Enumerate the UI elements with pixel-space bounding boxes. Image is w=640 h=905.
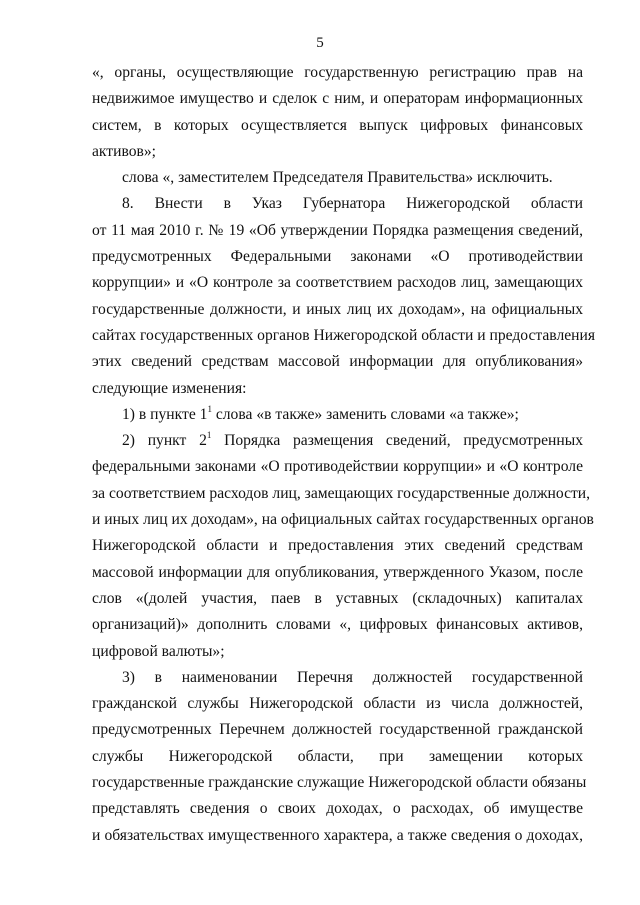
text-line: от 11 мая 2010 г. № 19 «Об утверждении Порядка размещения сведений,: [92, 221, 583, 239]
text-line: коррупции» и «О контроле за соответствием расходов лиц, замещающих: [92, 274, 583, 292]
text-line: слов «(долей участия, паев в уставных (складочных) капиталах: [92, 589, 583, 607]
text-line: систем, в которых осуществляется выпуск цифровых финансовых: [92, 116, 583, 134]
text-line: организаций)» дополнить словами «, цифровых финансовых активов,: [92, 616, 583, 634]
paragraph-subitem-2: [92, 428, 594, 665]
text-line: и иных лиц их доходам», на официальных сайтах государственных органов: [92, 511, 594, 529]
text-line: массовой информации для опубликования, утвержденного Указом, после: [92, 563, 583, 581]
text-line: недвижимое имущество и сделок с ним, и операторам информационных: [92, 90, 583, 108]
text-line: [92, 428, 583, 454]
page-number: 5: [316, 35, 324, 51]
text-line: [92, 402, 583, 428]
text-line: слова «, заместителем Председателя Правительства» исключить.: [122, 169, 553, 187]
paragraph-subitem-1: [92, 402, 583, 428]
text-line: за соответствием расходов лиц, замещающих государственные должности,: [92, 484, 591, 502]
text-line: предусмотренных Перечнем должностей государственной гражданской: [92, 721, 583, 739]
text-line: Нижегородской области и предоставления этих сведений средствам: [92, 537, 583, 555]
subitem-1-pre: 1) в пункте 1: [122, 405, 208, 423]
text-line: «, органы, осуществляющие государственную регистрацию прав на: [92, 64, 583, 81]
paragraph-subitem-3: [92, 665, 587, 849]
text-line: федеральными законами «О противодействии коррупции» и «О контроле: [92, 458, 583, 476]
superscript-index: 1: [206, 429, 212, 440]
text-line: государственные гражданские служащие Нижегородской области обязаны: [92, 774, 587, 792]
text-line: государственные должности, и иных лиц их доходам», на официальных: [92, 300, 583, 318]
text-line: предусмотренных Федеральными законами «О противодействии: [92, 248, 583, 266]
text-line: следующие изменения:: [92, 379, 247, 397]
paragraph-exclude-words: [92, 165, 583, 191]
text-line: 8. Внести в Указ Губернатора Нижегородской области: [122, 195, 583, 213]
text-line: 3) в наименовании Перечня должностей государственной: [122, 668, 583, 686]
paragraph-registration-clause: [92, 60, 583, 165]
text-line: цифровой валюты»;: [92, 642, 225, 660]
subitem-2-pre: 2) пункт 2: [122, 432, 207, 450]
superscript-index: 1: [207, 403, 212, 414]
paragraph-item-8: [92, 191, 596, 401]
subitem-1-post: слова «в также» заменить словами «а также»;: [211, 405, 519, 423]
text-line: сайтах государственных органов Нижегородской области и предоставления: [92, 326, 596, 344]
text-line: гражданской службы Нижегородской области из числа должностей,: [92, 695, 583, 713]
document-body: [92, 60, 596, 849]
text-line: этих сведений средствам массовой информации для опубликования»: [92, 353, 583, 371]
text-line: службы Нижегородской области, при замещении которых: [92, 747, 583, 765]
subitem-2-post: Порядка размещения сведений, предусмотренных: [211, 432, 583, 450]
text-line: представлять сведения о своих доходах, о расходах, об имуществе: [92, 800, 583, 818]
text-line: активов»;: [92, 142, 156, 160]
text-line: и обязательствах имущественного характера, а также сведения о доходах,: [92, 826, 583, 844]
